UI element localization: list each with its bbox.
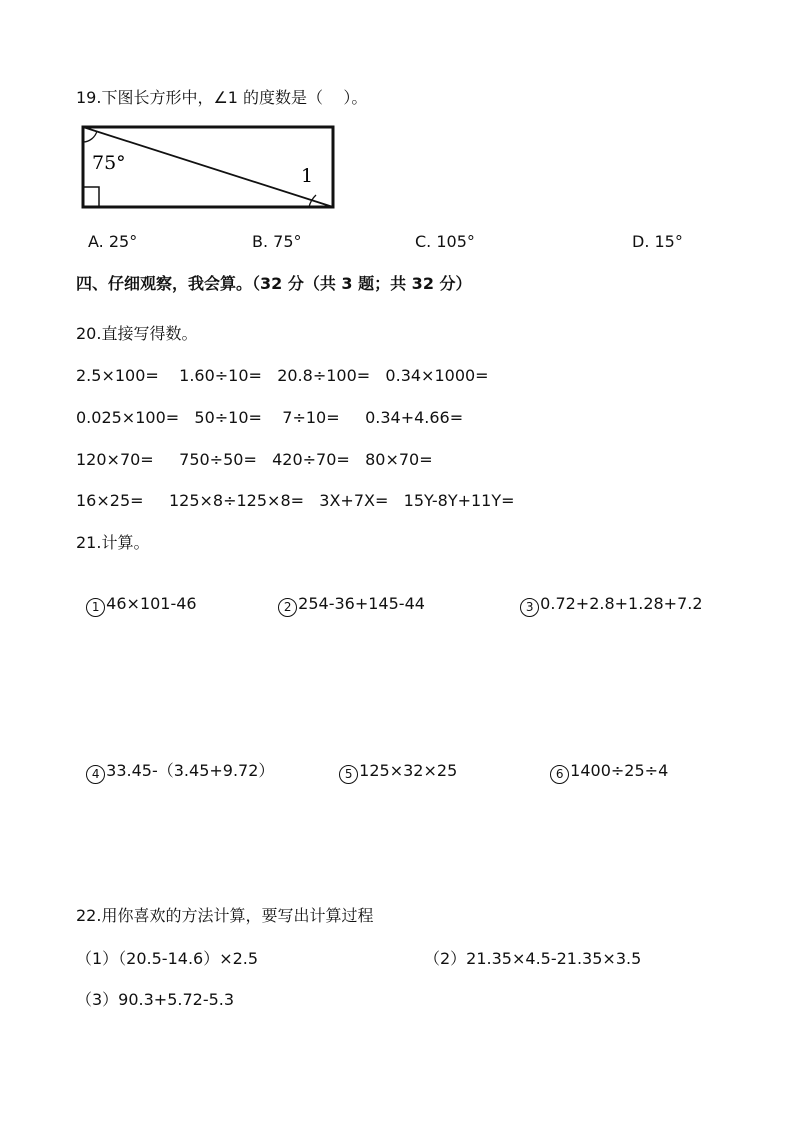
circled-number: 6 — [550, 765, 569, 784]
q20-stem: 20.直接写得数。 — [76, 324, 198, 343]
option-b: B. 75° — [252, 232, 302, 251]
q22-item-2: （2）21.35×4.5-21.35×3.5 — [424, 949, 642, 968]
q22-item-3: （3）90.3+5.72-5.3 — [76, 990, 235, 1009]
angle-1-label: 1 — [301, 165, 314, 187]
expression: 254-36+145-44 — [298, 594, 425, 613]
circled-number: 5 — [339, 765, 358, 784]
q20-row-4: 16×25= 125×8÷125×8= 3X+7X= 15Y-8Y+11Y= — [76, 491, 515, 510]
q21-item-5 — [329, 741, 457, 784]
option-a: A. 25° — [88, 232, 138, 251]
q21-item-1 — [76, 574, 197, 617]
angle-75-label: 75° — [92, 152, 126, 174]
q22-item-1: （1）（20.5-14.6）×2.5 — [76, 949, 259, 968]
q21-item-4 — [76, 741, 274, 784]
q20-row-3: 120×70= 750÷50= 420÷70= 80×70= — [76, 450, 433, 469]
q21-item-2 — [268, 574, 425, 617]
q21-stem: 21.计算。 — [76, 533, 150, 552]
expression: 33.45-（3.45+9.72） — [106, 761, 275, 780]
circled-number: 2 — [278, 598, 297, 617]
expression: 1400÷25÷4 — [570, 761, 669, 780]
q21-item-6 — [540, 741, 668, 784]
rectangle-figure — [80, 124, 336, 210]
expression: 46×101-46 — [106, 594, 197, 613]
option-c: C. 105° — [415, 232, 475, 251]
circled-number: 3 — [520, 598, 539, 617]
section-heading: 四、仔细观察，我会算。（32 分（共 3 题；共 32 分） — [76, 274, 472, 293]
expression: 0.72+2.8+1.28+7.2 — [540, 594, 703, 613]
expression: 125×32×25 — [359, 761, 458, 780]
q21-item-3 — [510, 574, 703, 617]
q20-row-1: 2.5×100= 1.60÷10= 20.8÷100= 0.34×1000= — [76, 366, 489, 385]
circled-number: 1 — [86, 598, 105, 617]
q20-row-2: 0.025×100= 50÷10= 7÷10= 0.34+4.66= — [76, 408, 464, 427]
option-d: D. 15° — [632, 232, 683, 251]
q19-stem: 19.下图长方形中，∠1 的度数是（ ）。 — [76, 88, 368, 107]
circled-number: 4 — [86, 765, 105, 784]
q22-stem: 22.用你喜欢的方法计算，要写出计算过程 — [76, 906, 374, 925]
